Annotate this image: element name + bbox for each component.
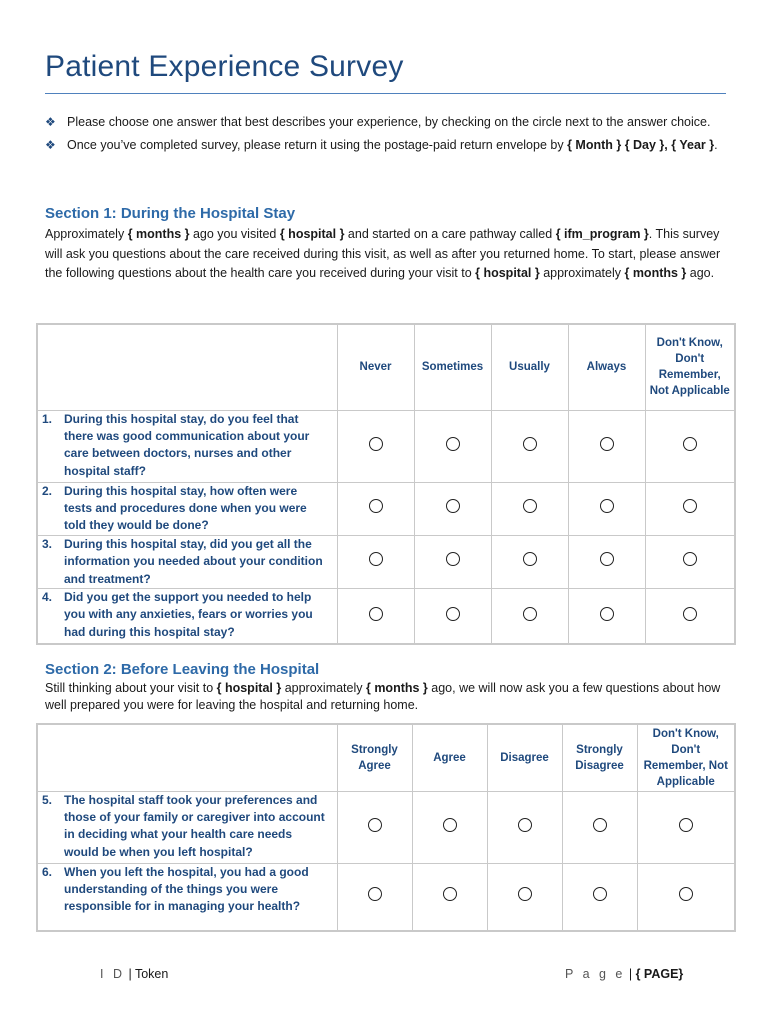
instruction-text-part: . [714,138,718,152]
radio-sometimes[interactable] [446,437,460,451]
section-2-question-table [36,723,736,932]
radio-always[interactable] [600,607,614,621]
radio-never[interactable] [369,552,383,566]
table-row [37,791,735,863]
table-row [37,588,735,644]
radio-usually[interactable] [523,437,537,451]
column-header: Strongly Agree [337,724,412,791]
footer-page [565,967,683,981]
table-header-row [37,724,735,791]
column-header: Never [337,324,414,410]
radio-dont-know[interactable] [683,607,697,621]
column-header: Always [568,324,645,410]
radio-disagree[interactable] [518,887,532,901]
radio-usually[interactable] [523,552,537,566]
radio-disagree[interactable] [518,818,532,832]
instructions-list [45,114,726,160]
radio-dont-know[interactable] [679,818,693,832]
radio-never[interactable] [369,607,383,621]
page-title: Patient Experience Survey [45,50,404,83]
radio-always[interactable] [600,499,614,513]
column-header: Disagree [487,724,562,791]
column-header: Usually [491,324,568,410]
question-number: 1. [42,411,53,426]
footer-id [100,967,168,981]
question-text: When you left the hospital, you had a good understanding of the things you were responsible for in managing your health? [64,864,309,914]
question-text: Did you get the support you needed to help you with any anxieties, fears or worries you had during this hospital stay? [64,589,313,639]
radio-dont-know[interactable] [679,887,693,901]
radio-strongly-disagree[interactable] [593,818,607,832]
table-row [37,410,735,482]
section-1-question-table [36,323,736,645]
table-row [37,535,735,588]
section-2-title: Section 2: Before Leaving the Hospital [45,661,320,678]
radio-dont-know[interactable] [683,437,697,451]
instruction-item [45,114,726,131]
question-number: 6. [42,864,53,879]
footer-separator: | [625,967,636,981]
radio-agree[interactable] [443,887,457,901]
column-header: Agree [412,724,487,791]
radio-strongly-agree[interactable] [368,887,382,901]
column-header: Strongly Disagree [562,724,637,791]
radio-strongly-disagree[interactable] [593,887,607,901]
question-text: During this hospital stay, do you feel that there was good communication about your care between doctors, nurses and other hospital staff? [64,411,310,478]
footer-id-value: Token [134,967,169,981]
radio-agree[interactable] [443,818,457,832]
question-column-header [37,724,337,791]
question-number: 3. [42,536,53,551]
question-number: 5. [42,792,53,807]
radio-never[interactable] [369,437,383,451]
question-text: During this hospital stay, did you get all the information you needed about your condition and treatment? [64,536,323,586]
footer-id-label: I D [100,967,125,981]
footer-page-label: P a g e [565,967,626,981]
table-row [37,863,735,931]
radio-sometimes[interactable] [446,607,460,621]
column-header: Don't Know, Don't Remember, Not Applicable [645,324,735,410]
instruction-item [45,137,726,154]
radio-strongly-agree[interactable] [368,818,382,832]
footer-separator: | [124,967,135,981]
question-number: 2. [42,483,53,498]
radio-sometimes[interactable] [446,552,460,566]
radio-always[interactable] [600,552,614,566]
instruction-text: Please choose one answer that best describes your experience, by checking on the circle next to the answer choice. [67,115,711,129]
return-date-placeholder: { Month } { Day }, { Year } [567,138,715,152]
radio-dont-know[interactable] [683,499,697,513]
column-header: Don't Know, Don't Remember, Not Applicable [637,724,735,791]
section-2-intro: Still thinking about your visit to { hospital } approximately { months } ago, we will now ask you a few questions about how well prepared you were for leaving the hospital and returning home. [45,681,721,712]
diamond-bullet-icon: ❖ [45,138,56,152]
radio-always[interactable] [600,437,614,451]
instruction-text [67,137,726,154]
footer-page-value: { PAGE} [635,967,684,981]
question-cell [37,588,337,644]
question-column-header [37,324,337,410]
title-divider [45,93,726,94]
question-cell [37,863,337,931]
question-text: During this hospital stay, how often were tests and procedures done when you were told they would be done? [64,483,307,533]
question-cell [37,482,337,535]
radio-usually[interactable] [523,607,537,621]
question-cell [37,535,337,588]
radio-never[interactable] [369,499,383,513]
radio-usually[interactable] [523,499,537,513]
question-text: The hospital staff took your preferences and those of your family or caregiver into account in deciding what your health care needs would be when you left hospital? [64,792,325,859]
column-header: Sometimes [414,324,491,410]
question-number: 4. [42,589,53,604]
question-cell [37,410,337,482]
radio-dont-know[interactable] [683,552,697,566]
section-1-title: Section 1: During the Hospital Stay [45,205,296,222]
table-row [37,482,735,535]
table-header-row [37,324,735,410]
radio-sometimes[interactable] [446,499,460,513]
question-cell [37,791,337,863]
diamond-bullet-icon: ❖ [45,115,56,129]
section-1-intro: Approximately { months } ago you visited { hospital } and started on a care pathway called { ifm_program }. This survey will ask you questions about the care received during this visit, as well as after you returned home. To start, please answer the following questions about the health care you received during your visit to { hospital } approximately { months } ago. [45,227,721,280]
instruction-text-part: Once you’ve completed survey, please return it using the postage-paid return envelope by [67,138,568,152]
